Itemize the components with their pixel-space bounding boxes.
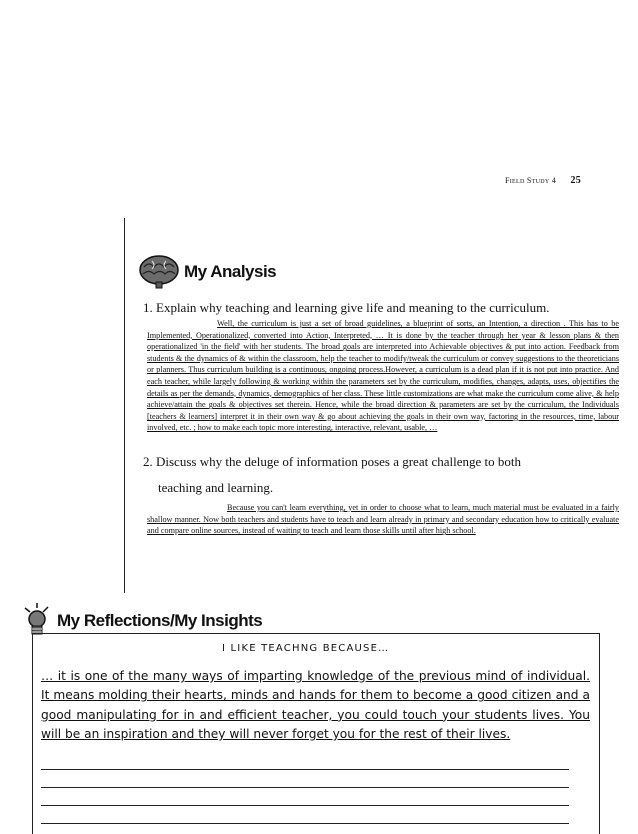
blank-line bbox=[41, 787, 569, 788]
section-label: Field Study 4 bbox=[505, 176, 557, 185]
answer-2: Because you can't learn everything, yet in order to choose what to learn, much material must be evaluated in a fairly shallow manner. Now both teachers and students have to teach and learn already in primary and secondary education how to critically evaluate and compare online sources, instead of waiting to teach and learn those skills until after high school. bbox=[147, 503, 619, 536]
analysis-title: My Analysis bbox=[184, 262, 277, 281]
reflections-title: My Reflections/My Insights bbox=[57, 611, 263, 630]
blank-line bbox=[41, 823, 569, 824]
question-2-cut bbox=[143, 454, 543, 471]
blank-line bbox=[41, 769, 569, 770]
reflections-text: … it is one of the many ways of imparting knowledge of the previous mind of individual. It means molding their hearts, minds and hands for them to become a good citizen and a good manipulating for in and efficient teacher, you could touch your students lives. You will be an inspiration and they will never forget you for the rest of their lives. bbox=[41, 669, 590, 742]
margin-rule bbox=[124, 218, 125, 593]
blank-line bbox=[41, 805, 569, 806]
question-1: 1. Explain why teaching and learning give life and meaning to the curriculum. bbox=[143, 300, 550, 315]
question-2-line2: teaching and learning. bbox=[158, 480, 274, 495]
page-header bbox=[505, 175, 581, 186]
brain-icon bbox=[138, 253, 180, 289]
page-number: 25 bbox=[570, 175, 582, 186]
answer-1: Well, the curriculum is just a set of broad guidelines, a blueprint of sorts, an Intention, a direction . This has to be Implemented, Operationalized, converted into Action, Interpreted, … It is done by the teacher through her year & lesson plans & then operationalized 'in the field' with her students. The broad goals are interpreted into Achievable objectives & put into action. Feedback from students & the dynamics of & within the classroom, help the teacher to modify/tweak the curriculum or convey suggestions to the theoreticians or planners. Thus curriculum building is a continuous, ongoing process.However, a curriculum is a dead plan if it is not put into practice. And each teacher, while largely following & working within the parameters set by the curriculum, modifies, changes, adapts, uses, objectifies the details as per the demands, dynamics, demographics of her class. These little customizations are what make the curriculum come alive, & help achieve/attain the goals & objectives set therein. Hence, while the broad direction & parameters are set by the curriculum, the Individuals [teachers & learners] interpret it in their own way & go about achieving the goals in their own way, factoring in the resources, time, labour involved, etc. ; how to make each topic more interesting, interactive, relevant, usable, … bbox=[147, 319, 619, 433]
reflections-heading: I LIKE TEACHNG BECAUSE… bbox=[222, 643, 390, 654]
question-2-line1: 2. Discuss why the deluge of information poses a great challenge to both bbox=[143, 454, 521, 469]
